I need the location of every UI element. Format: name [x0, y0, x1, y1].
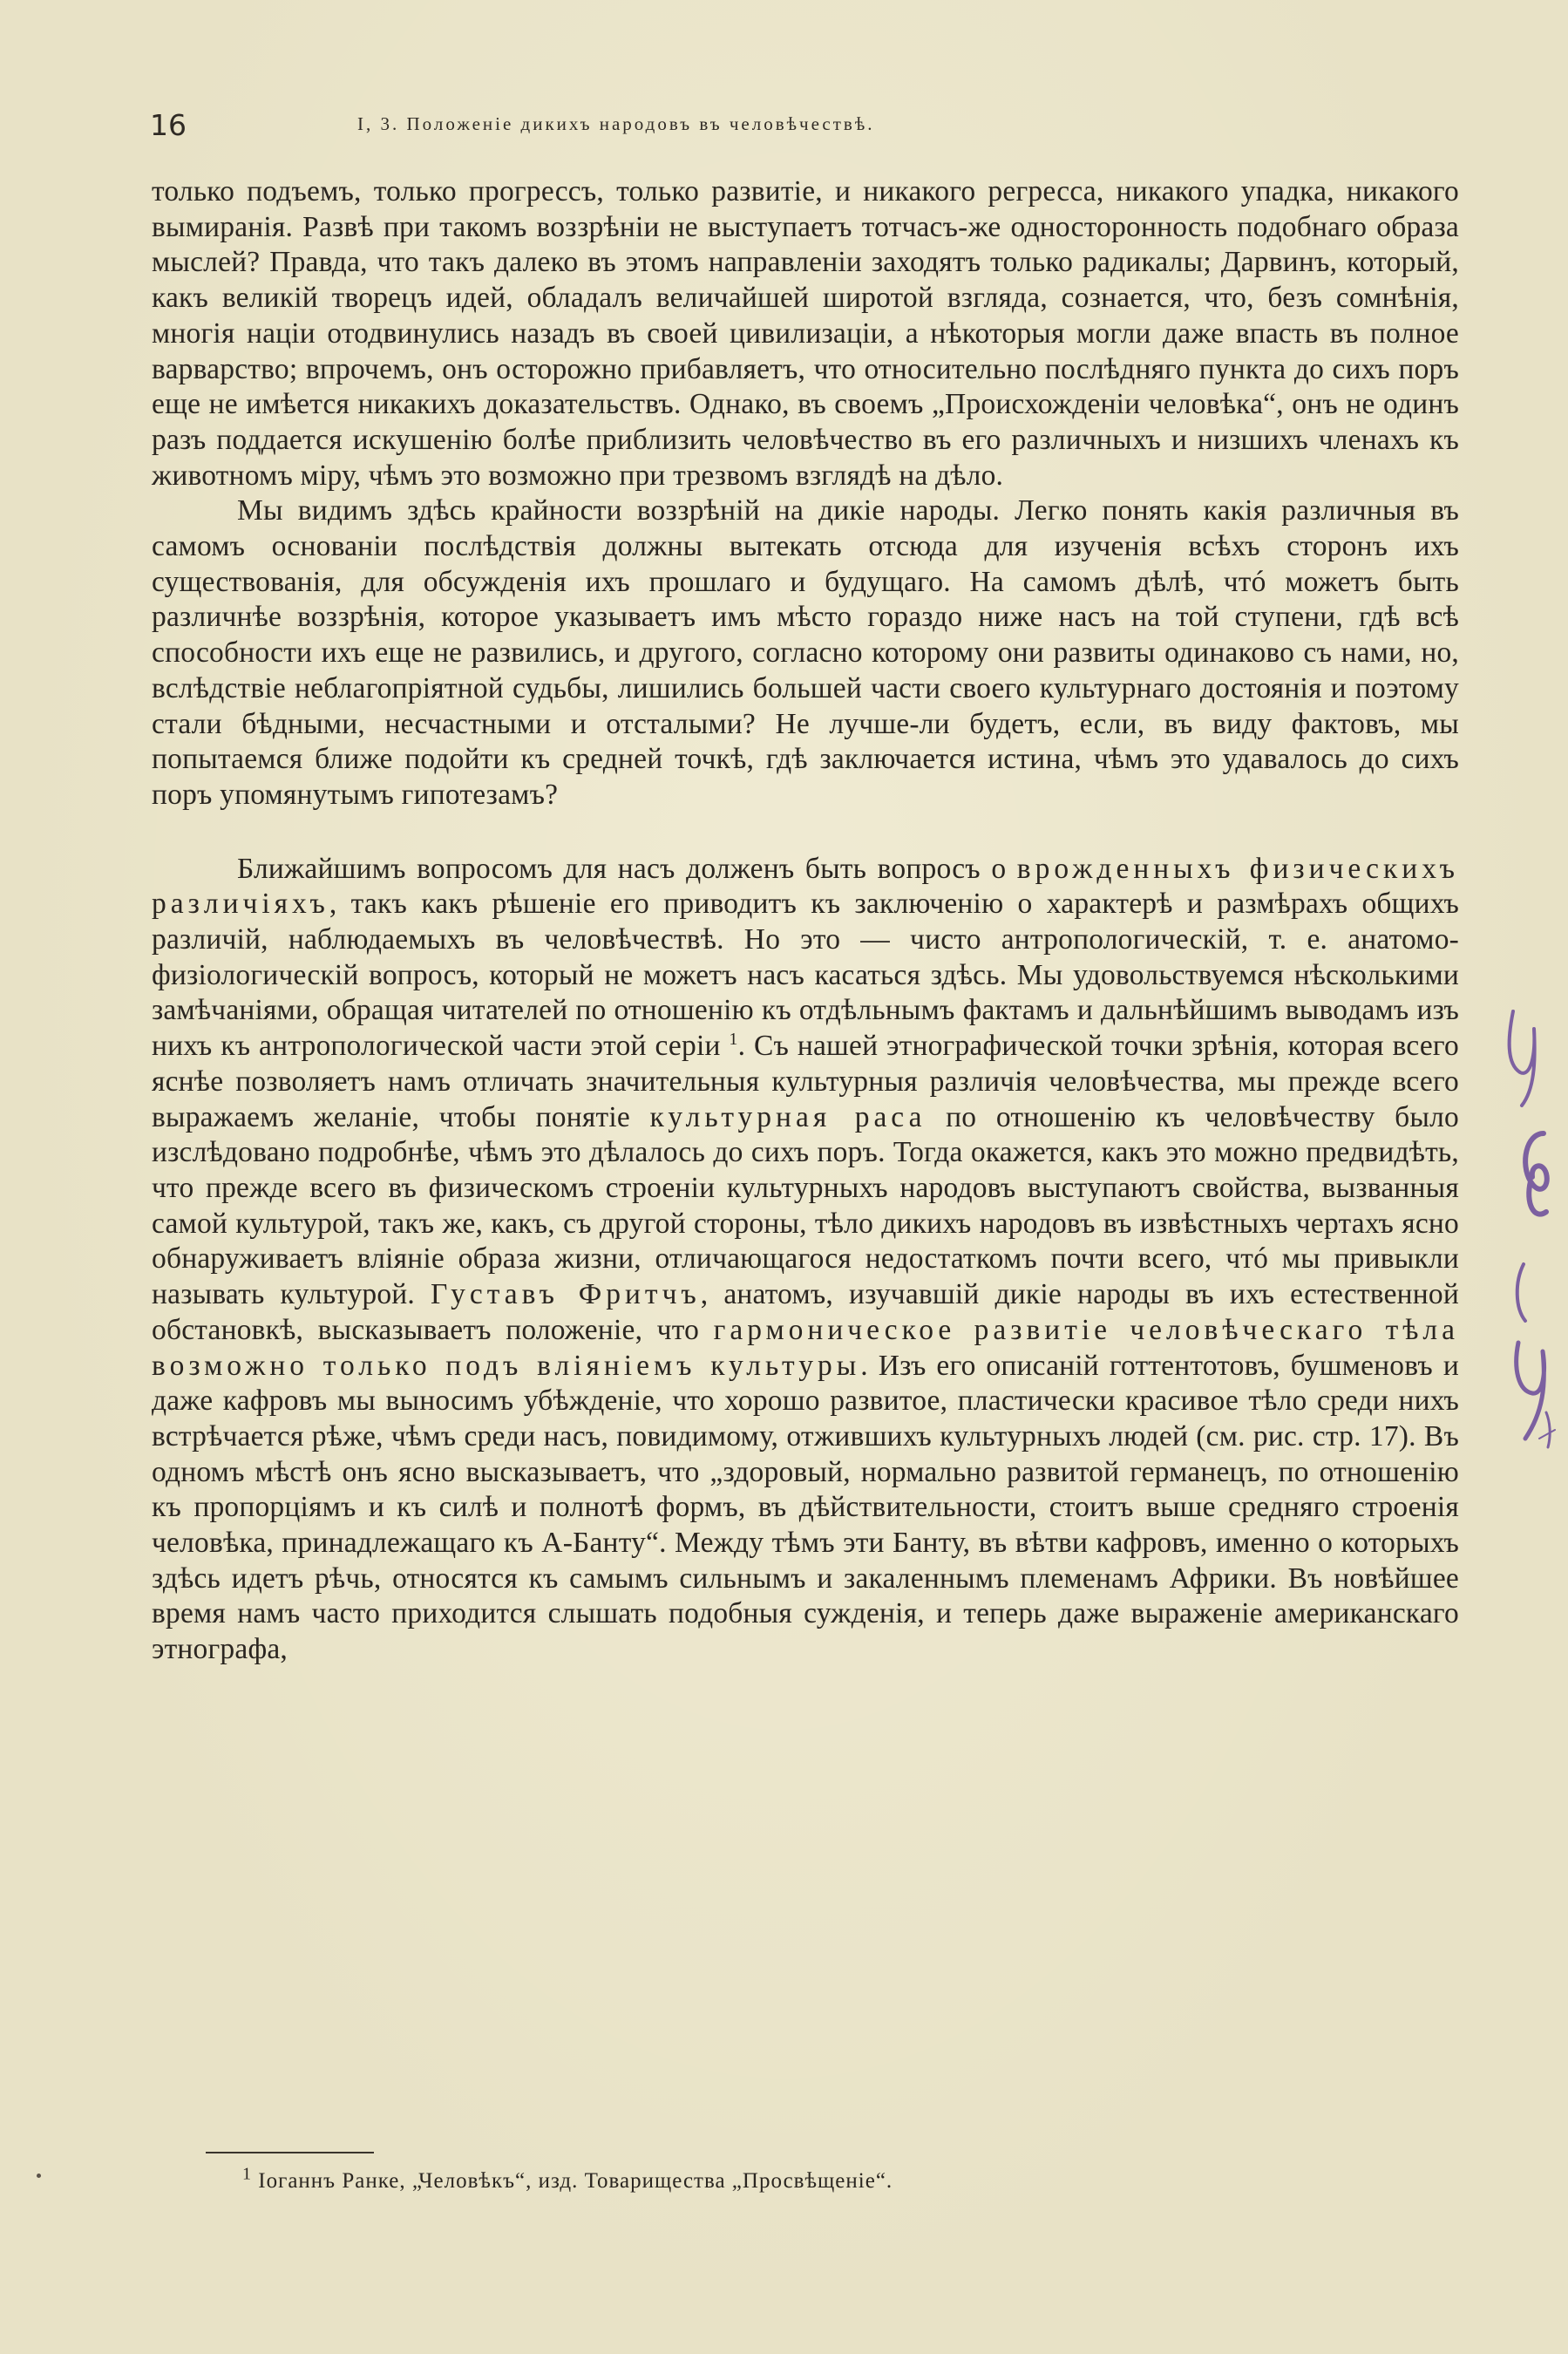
footnote-divider — [206, 2152, 374, 2153]
paragraph-2: Мы видимъ здѣсь крайности воззрѣній на дикіе народы. Легко понять какія различныя въ самомъ основаніи послѣдствія должны вытекать отсюда для изученія всѣхъ сторонъ ихъ существованія, для обсужденія ихъ прошлаго и будущаго. На самомъ дѣлѣ, чтó можетъ быть различнѣе воззрѣнія, которое указываетъ имъ мѣсто гораздо ниже насъ на той ступени, гдѣ всѣ способности ихъ еще не развились, и другого, согласно которому они развиты одинаково съ нами, но, вслѣдствіе неблагопріятной судьбы, лишились большей части своего культурнаго достоянія и поэтому стали бѣдными, несчастными и отсталыми? Не лучше-ли будетъ, если, въ виду фактовъ, мы попытаемся ближе подойти къ средней точкѣ, гдѣ заключается истина, чѣмъ это удавалось до сихъ поръ упомянутымъ гипотезамъ? — [152, 494, 1459, 811]
paragraph-1: только подъемъ, только прогрессъ, только развитіе, и никакого регресса, никакого упадка, никакого вымиранія. Развѣ при такомъ воззрѣніи не выступаетъ тотчасъ-же односторонность подобнаго образа мыслей? Правда, что такъ далеко въ этомъ направленіи заходятъ только радикалы; Дарвинъ, который, какъ великій творецъ идей, обладалъ величайшей широтой взгляда, сознается, что, безъ сомнѣнія, многія націи отодвинулись назадъ въ своей цивилизаціи, а нѣкоторыя могли даже впасть въ полное варварство; впрочемъ, онъ осторожно прибавляетъ, что относительно послѣдняго пункта до сихъ поръ еще не имѣется никакихъ доказательствъ. Однако, въ своемъ „Происхожденіи человѣка“, онъ не одинъ разъ поддается искушенію болѣе приблизить человѣчество въ его различныхъ и низшихъ членахъ къ животномъ міру, чѣмъ это возможно при трезвомъ взглядѣ на дѣло. — [152, 175, 1459, 492]
running-head: I, 3. Положеніе дикихъ народовъ въ человѣчествѣ. — [357, 113, 875, 134]
paragraph-3 — [152, 852, 1459, 1668]
paragraph-3-part-a: Ближайшимъ вопросомъ для насъ долженъ быть вопросъ о — [237, 852, 1017, 885]
footnote-reference[interactable]: 1 — [729, 1030, 738, 1050]
emphasis-cultural-race: культурная раса — [649, 1100, 927, 1133]
paragraph-3-part-c: , такъ какъ рѣшеніе его приводитъ къ заключенію о характерѣ и размѣрахъ общихъ различій, наблюдаемыхъ въ человѣчествѣ. Но это — чисто антропологическій, т. е. анатомо-физіологическій вопросъ, который не можетъ насъ касаться здѣсь. Мы удовольствуемся нѣсколькими замѣчаніями, обращая читателей по отношенію къ отдѣльнымъ фактамъ и дальнѣйшимъ выводамъ изъ нихъ къ антропологической части этой серіи — [152, 888, 1459, 1063]
stray-ink-dot — [37, 2174, 41, 2178]
footnote-marker: 1 — [242, 2164, 252, 2184]
paragraph-3-part-j: . Изъ его описаній готтентотовъ, бушменовъ и даже кафровъ мы выносимъ убѣжденіе, что хорошо развитое, пластически красивое тѣло среди нихъ встрѣчается рѣже, чѣмъ среди насъ, повидимому, отжившихъ культурныхъ людей (см. рис. стр. 17). Въ одномъ мѣстѣ онъ ясно высказываетъ, что „здоровый, нормально развитой германецъ, по отношенію къ пропорціямъ и къ силѣ и полнотѣ формъ, въ дѣйствительности, стоитъ выше средняго строенія человѣка, принадлежащаго къ А-Банту“. Между тѣмъ эти Банту, въ вѣтви кафровъ, именно о которыхъ здѣсь идетъ рѣчь, относятся къ самымъ сильнымъ и закаленнымъ племенамъ Африки. Въ новѣйшее время намъ часто приходится слышать подобныя сужденія, и теперь даже выраженіе американскаго этнографа, — [152, 1349, 1459, 1666]
paragraph-3-part-h: , анатомъ, изучавшій дикіе народы въ ихъ естественной обстановкѣ, высказываетъ положеніе, что — [152, 1278, 1460, 1346]
paragraph-3-part-f: по отношенію къ человѣчеству было изслѣдовано подробнѣе, чѣмъ это дѣлалось до сихъ поръ. Тогда окажется, какъ это можно предвидѣть, что прежде всего въ физическомъ строеніи культурныхъ народовъ выступаютъ свойства, вызванныя самой культурой, такъ же, какъ, съ другой стороны, тѣло дикихъ народовъ въ извѣстныхъ чертахъ ясно обнаруживаетъ вліяніе образа жизни, отличающагося недостаткомъ почти всего, чтó мы привыкли называть культурой. — [152, 1100, 1460, 1311]
emphasis-innate-differences: врожденныхъ физическихъ различіяхъ — [152, 852, 1459, 921]
section-gap — [152, 813, 1459, 852]
body-text — [152, 174, 1459, 1668]
footnote — [242, 2164, 893, 2194]
page-number: 16 — [150, 108, 187, 142]
emphasis-harmonic-development: гармоническое развитіе человѣческаго тѣла возможно только подъ вліяніемъ культуры — [152, 1313, 1459, 1382]
emphasis-gustav-fritsch: Густавъ Фритчъ — [431, 1278, 701, 1311]
footnote-text: Іоганнъ Ранке, „Человѣкъ“, изд. Товарищества „Просвѣщеніе“. — [258, 2169, 893, 2193]
handwritten-pencil-marks-icon — [1496, 1003, 1565, 1473]
page-header — [150, 108, 1457, 150]
paragraph-3-part-d: . Съ нашей этнографической точки зрѣнія, которая всего яснѣе позволяетъ намъ отличать значительныя культурныя различія человѣчества, мы прежде всего выражаемъ желаніе, чтобы понятіе — [152, 1030, 1459, 1133]
